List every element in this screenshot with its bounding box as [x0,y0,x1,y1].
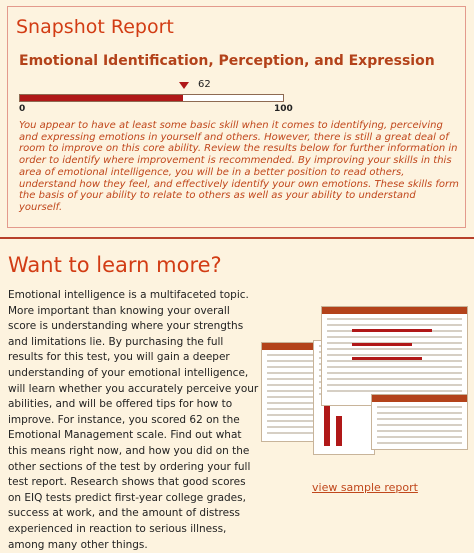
score-value: 62 [198,79,211,90]
snapshot-report-panel [7,6,466,228]
score-bar [19,94,284,102]
score-bar-fill [20,95,183,101]
sample-report-thumbnail[interactable] [261,298,468,473]
learn-more-title: Want to learn more? [8,253,222,277]
sample-page-3 [321,306,468,406]
snapshot-title: Snapshot Report [16,16,174,38]
learn-more-text: Emotional intelligence is a multifaceted topic. More important than knowing your overall score is understanding where your strengths and limitations lie. By purchasing the full results for this test, you will gain a deeper understanding of your emotional intelligence, will learn whether you accurately perceive your abilities, and will be offered tips for how to improve. For instance, you scored 62 on the Emotional Management scale. Find out what this means right now, and how you did on the other sections of the test by ordering your full test report. Research shows that good scores on EIQ tests predict first-year college grades, success at work, and the amount of distress experienced in reaction to serious illness, among many other things. [8,289,259,551]
sample-page-4 [371,394,468,450]
snapshot-description: You appear to have at least some basic skill when it comes to identifying, perceiving and expressing emotions in yourself and others. However, there is still a great deal of room to improve on this core ability. Review the results below for further information in order to identify where improvement is recommended. By improving your skills in this area of emotional intelligence, you will be in a better position to read others, understand how they feel, and effectively identify your own emotions. These skills form the basis of your ability to relate to others as well as your ability to understand yourself. [19,120,459,213]
scale-subtitle: Emotional Identification, Perception, and Expression [19,53,435,69]
score-bar-min: 0 [19,104,26,114]
view-sample-report-link[interactable]: view sample report [312,481,418,494]
score-marker-icon [179,82,189,89]
section-divider [0,237,474,239]
score-bar-max: 100 [274,104,293,114]
